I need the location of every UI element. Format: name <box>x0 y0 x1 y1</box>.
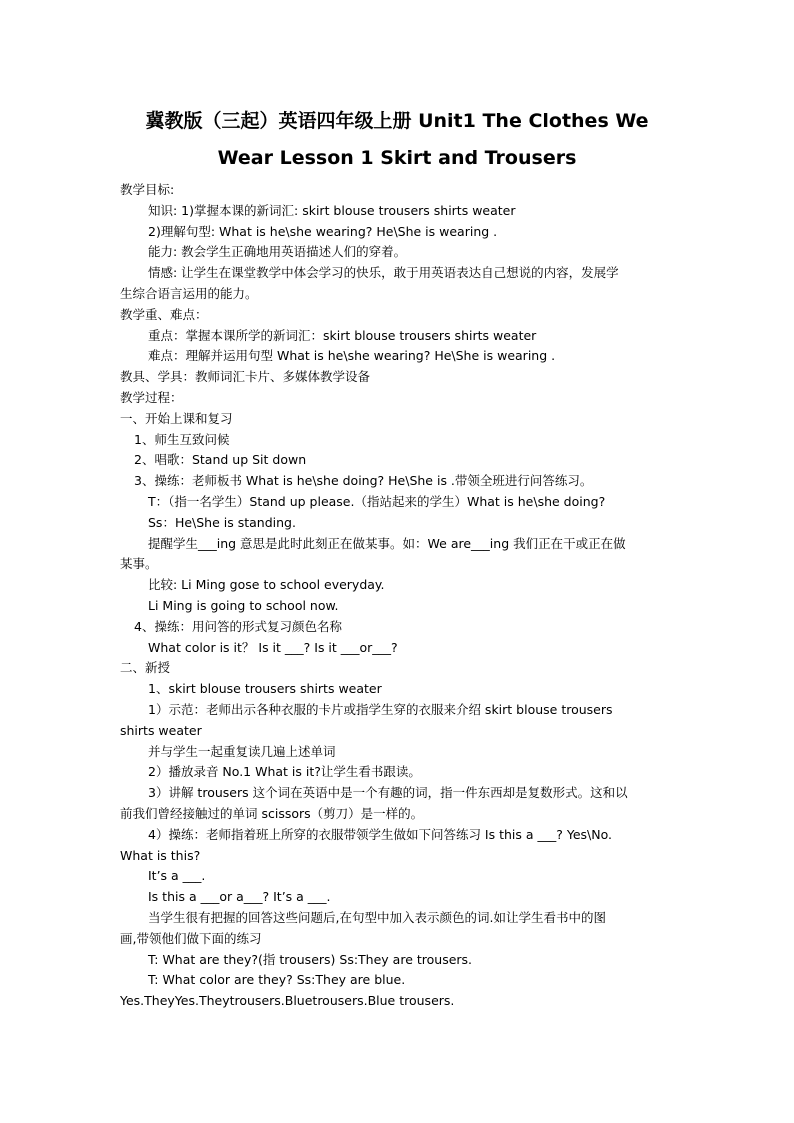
body-line: 当学生很有把握的回答这些问题后,在句型中加入表示颜色的词.如让学生看书中的图 <box>148 910 606 925</box>
body-line: 2）播放录音 No.1 What is it?让学生看书跟读。 <box>148 764 421 779</box>
section-heading-materials: 教具、学具：教师词汇卡片、多媒体教学设备 <box>120 369 371 384</box>
body-line: What is this? <box>120 848 201 863</box>
body-line: 能力: 教会学生正确地用英语描述人们的穿着。 <box>148 244 407 259</box>
section-heading-key-points: 教学重、难点： <box>120 307 208 322</box>
body-line: 1、skirt blouse trousers shirts weater <box>148 681 382 696</box>
body-line: 画,带领他们做下面的练习 <box>120 931 262 946</box>
section-heading-part-1: 一、开始上课和复习 <box>120 411 233 426</box>
section-heading-objectives: 教学目标: <box>120 182 175 197</box>
body-line: 2、唱歌：Stand up Sit down <box>134 452 307 467</box>
body-line: 前我们曾经接触过的单词 scissors（剪刀）是一样的。 <box>120 806 424 821</box>
body-line: 某事。 <box>120 556 158 571</box>
body-line: Li Ming is going to school now. <box>148 598 339 613</box>
body-line: 生综合语言运用的能力。 <box>120 286 258 301</box>
body-line: 2)理解句型: What is he\she wearing? He\She is wearing . <box>148 224 498 239</box>
body-line: shirts weater <box>120 723 202 738</box>
body-line: 提醒学生___ing 意思是此时此刻正在做某事。如：We are___ing 我们正在干或正在做 <box>148 536 626 551</box>
body-line: 情感: 让学生在课堂教学中体会学习的快乐，敢于用英语表达自己想说的内容，发展学 <box>148 265 619 280</box>
body-line: 4、操练：用问答的形式复习颜色名称 <box>134 619 342 634</box>
body-line: 1）示范：老师出示各种衣服的卡片或指学生穿的衣服来介绍 skirt blouse trousers <box>148 702 613 717</box>
body-line: 4）操练：老师指着班上所穿的衣服带领学生做如下问答练习 Is this a ___? Yes\No. <box>148 827 613 842</box>
section-heading-part-2: 二、新授 <box>120 660 171 675</box>
section-heading-process: 教学过程： <box>120 390 183 405</box>
body-line: 知识: 1)掌握本课的新词汇: skirt blouse trousers shirts weater <box>148 203 516 218</box>
body-line: T: What are they?(指 trousers) Ss:They are trousers. <box>148 952 473 967</box>
body-line: 并与学生一起重复读几遍上述单词 <box>148 744 336 759</box>
body-line: 3、操练：老师板书 What is he\she doing? He\She is .带领全班进行问答练习。 <box>134 473 593 488</box>
body-line: What color is it？ Is it ___? Is it ___or___? <box>148 640 398 655</box>
body-line: Yes.TheyYes.Theytrousers.Bluetrousers.Blue trousers. <box>120 993 455 1008</box>
document-title-line-1: 冀教版（三起）英语四年级上册 Unit1 The Clothes We <box>145 110 649 132</box>
body-line: 1、师生互致问候 <box>134 432 230 447</box>
body-line: 3）讲解 trousers 这个词在英语中是一个有趣的词，指一件东西却是复数形式。这和以 <box>148 785 628 800</box>
body-line: It’s a ___. <box>148 868 206 883</box>
body-line: Is this a ___or a___? It’s a ___. <box>148 889 331 904</box>
document-title-line-2: Wear Lesson 1 Skirt and Trousers <box>217 147 577 169</box>
body-line: 难点：理解并运用句型 What is he\she wearing? He\She is wearing . <box>148 348 556 363</box>
body-line: Ss：He\She is standing. <box>148 515 296 530</box>
body-line: T：（指一名学生）Stand up please.（指站起来的学生）What is he\she doing? <box>148 494 606 509</box>
body-line: T: What color are they? Ss:They are blue. <box>148 972 406 987</box>
body-line: 重点：掌握本课所学的新词汇：skirt blouse trousers shirts weater <box>148 328 537 343</box>
body-line: 比较: Li Ming gose to school everyday. <box>148 577 385 592</box>
